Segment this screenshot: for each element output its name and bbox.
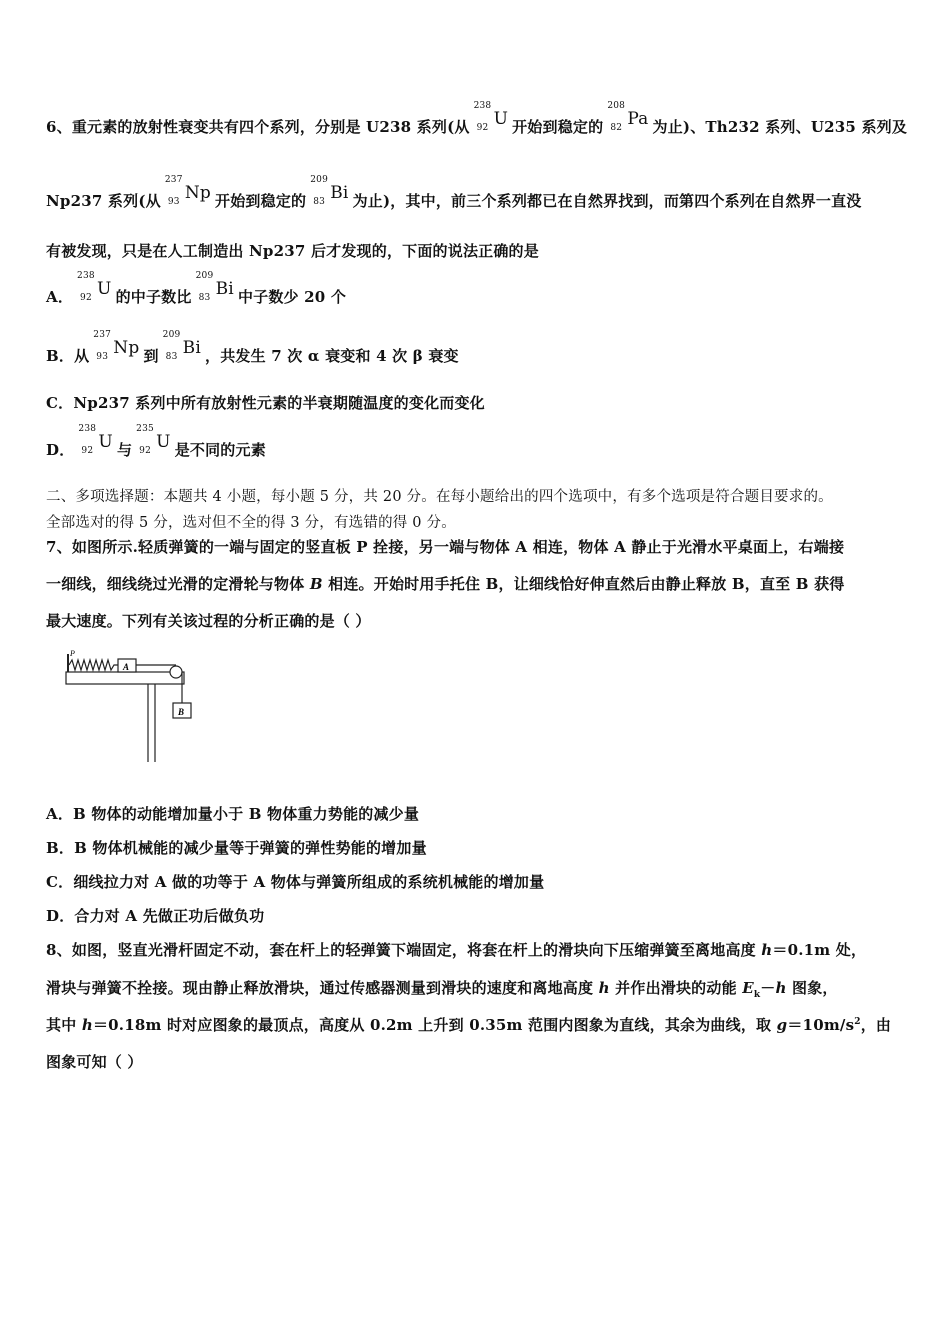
nuclide-pa208: 208 82 Pa [607, 101, 649, 133]
q7-option-a: A．B 物体的动能增加量小于 B 物体重力势能的减少量 [46, 805, 420, 823]
spring-pulley-figure [56, 648, 206, 768]
nuclide-np237: 237 93 Np [93, 330, 140, 362]
label-p: P [70, 649, 75, 658]
nuclide-bi209: 209 83 Bi [162, 330, 201, 362]
section-instructions: 全部选对的得 5 分，选对但不全的得 3 分，有选错的得 0 分。 [46, 515, 456, 531]
spring [69, 660, 118, 670]
q7-option-d: D．合力对 A 先做正功后做负功 [46, 907, 265, 925]
table-top [66, 672, 184, 684]
nuclide-bi209: 209 83 Bi [195, 271, 234, 303]
q6-stem-line-2: Np237 系列(从 237 93 Np 开始到稳定的 209 83 Bi 为止)，其中，前三个系列都已在自然界找到，而第四个系列在自然界一直没 [46, 175, 862, 210]
q6-option-d: D． 238 92 U 与 235 92 U 是不同的元素 [46, 424, 266, 459]
nuclide-u238: 238 92 U [473, 101, 509, 133]
label-a: A [123, 662, 130, 672]
q6-option-c: C．Np237 系列中所有放射性元素的半衰期随温度的变化而变化 [46, 394, 485, 412]
nuclide-u238: 238 92 U [77, 271, 112, 303]
label-b: B [178, 707, 185, 717]
nuclide-np237: 237 93 Np [164, 175, 212, 207]
q7-stem-line-2: 一细线，细线绕过光滑的定滑轮与物体 B 相连。开始时用手托住 B，让细线恰好伸直然后由静止释放 B，直至 B 获得 [46, 575, 845, 593]
nuclide-bi209: 209 83 Bi [310, 175, 349, 207]
pulley [170, 666, 182, 678]
q8-stem-line-3: 其中 h＝0.18m 时对应图象的最顶点，高度从 0.2m 上升到 0.35m 范围内图象为直线，其余为曲线，取 $g=10m/s^2$，由 [46, 1016, 892, 1034]
section-heading: 二、多项选择题：本题共 4 小题，每小题 5 分，共 20 分。在每小题给出的四个选项中，有多个选项是符合题目要求的。 [46, 489, 833, 505]
q6-option-a: A． 238 92 U 的中子数比 209 83 Bi 中子数少 20 个 [46, 271, 347, 306]
q7-stem-line-3: 最大速度。下列有关该过程的分析正确的是（ ） [46, 612, 371, 630]
q6-stem-line-3: 有被发现，只是在人工制造出 Np237 后才发现的，下面的说法正确的是 [46, 242, 539, 260]
q7-option-c: C．细线拉力对 A 做的功等于 A 物体与弹簧所组成的系统机械能的增加量 [46, 873, 545, 891]
q7-option-b: B．B 物体机械能的减少量等于弹簧的弹性势能的增加量 [46, 839, 427, 857]
q6-stem-line-1: 6、重元素的放射性衰变共有四个系列，分别是 U238 系列(从 238 92 U 开始到稳定的 208 82 Pa 为止)、Th232 系列、U235 系列及 [46, 101, 908, 136]
q8-stem-line-1: 8、如图，竖直光滑杆固定不动，套在杆上的轻弹簧下端固定，将套在杆上的滑块向下压缩弹簧至离地高度 h＝0.1m 处， [46, 941, 867, 959]
q7-stem-line-1: 7、如图所示.轻质弹簧的一端与固定的竖直板 P 拴接，另一端与物体 A 相连，物体 A 静止于光滑水平桌面上，右端接 [46, 538, 845, 556]
nuclide-u238: 238 92 U [78, 424, 113, 456]
q6-option-b: B．从 237 93 Np 到 209 83 Bi ，共发生 7 次 α 衰变和 4 次 β 衰变 [46, 330, 459, 365]
q8-stem-line-4: 图象可知（ ） [46, 1053, 143, 1071]
q8-stem-line-2: 滑块与弹簧不拴接。现由静止释放滑块，通过传感器测量到滑块的速度和离地高度 h 并作出滑块的动能 $E_k-h$ 图象， [46, 979, 838, 1000]
nuclide-u235: 235 92 U [136, 424, 171, 456]
